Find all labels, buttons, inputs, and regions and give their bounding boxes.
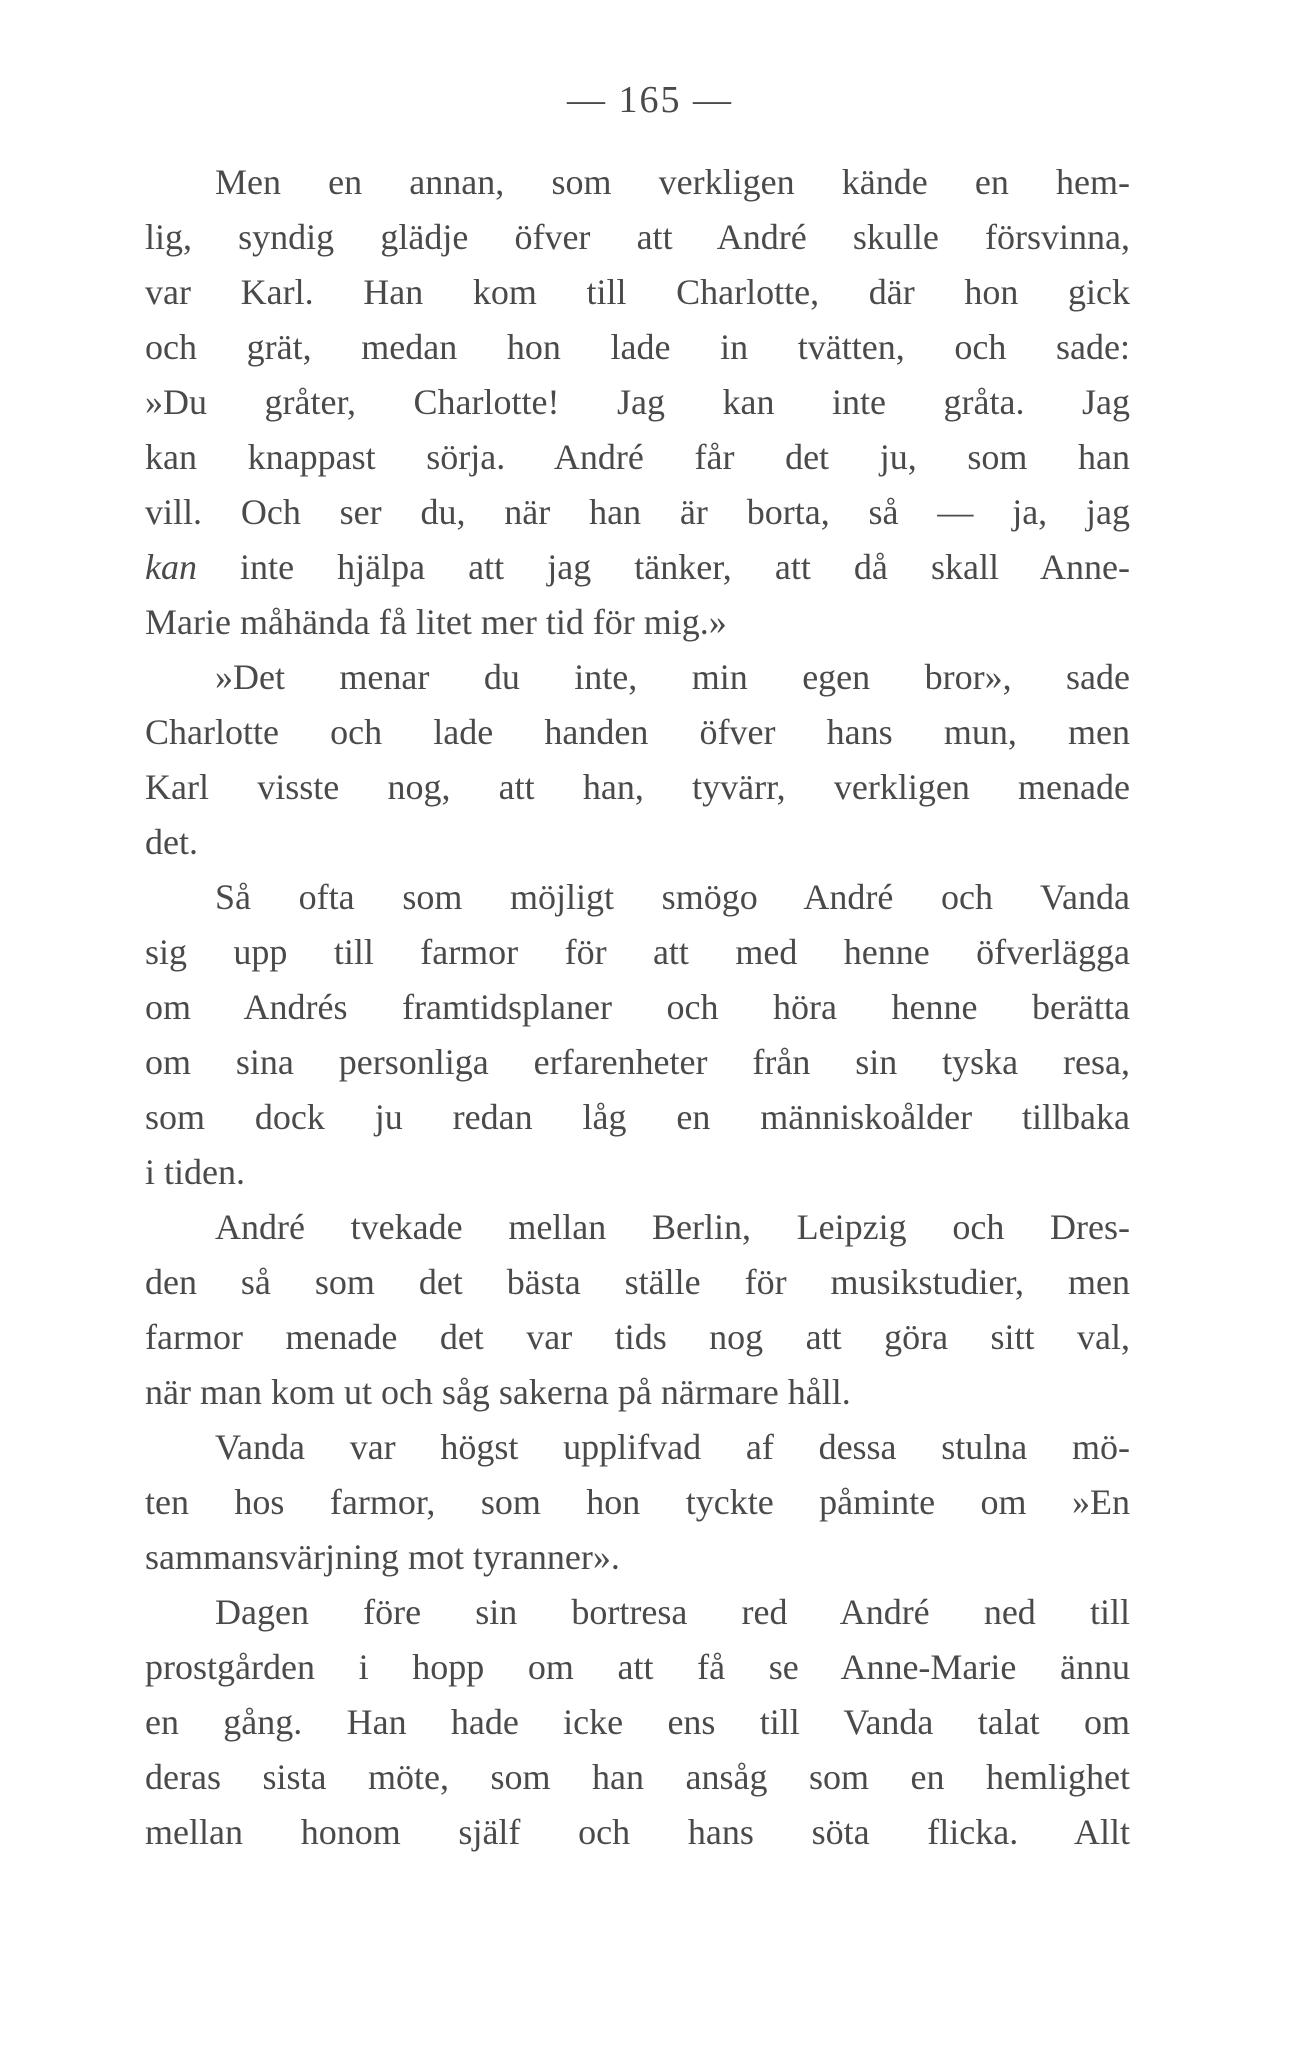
page-number: — 165 — bbox=[567, 79, 733, 121]
text-line: och grät, medan hon lade in tvätten, och sade: bbox=[145, 327, 1130, 367]
text-line: Karl visste nog, att han, tyvärr, verkligen menade bbox=[145, 767, 1130, 807]
body-text bbox=[145, 155, 1130, 1860]
text-line: Så ofta som möjligt smögo André och Vanda bbox=[215, 877, 1130, 917]
text-line: sammansvärjning mot tyranner». bbox=[145, 1537, 620, 1577]
text-line: Marie måhända få litet mer tid för mig.» bbox=[145, 602, 727, 642]
text-line: som dock ju redan låg en människoålder tillbaka bbox=[145, 1097, 1130, 1137]
paragraph-3 bbox=[145, 870, 1130, 1200]
text-line: farmor menade det var tids nog att göra sitt val, bbox=[145, 1317, 1130, 1357]
emphasized-word: kan bbox=[145, 547, 197, 587]
text-line: den så som det bästa ställe för musikstudier, men bbox=[145, 1262, 1130, 1302]
text-line: en gång. Han hade icke ens till Vanda talat om bbox=[145, 1702, 1130, 1742]
text-line: sig upp till farmor för att med henne öfverlägga bbox=[145, 932, 1130, 972]
text-line: »Det menar du inte, min egen bror», sade bbox=[215, 657, 1130, 697]
text-line-italic-kan: kan inte hjälpa att jag tänker, att då skall Anne- bbox=[145, 547, 1130, 587]
text-line: lig, syndig glädje öfver att André skulle försvinna, bbox=[145, 217, 1130, 257]
text-line: när man kom ut och såg sakerna på närmare håll. bbox=[145, 1372, 851, 1412]
text-line: Men en annan, som verkligen kände en hem- bbox=[215, 162, 1130, 202]
text-line: Vanda var högst upplifvad af dessa stulna mö- bbox=[215, 1427, 1130, 1467]
text-line: Dagen före sin bortresa red André ned till bbox=[215, 1592, 1130, 1632]
text-line: det. bbox=[145, 822, 198, 862]
text-line: vill. Och ser du, när han är borta, så — ja, jag bbox=[145, 492, 1130, 532]
text-line: André tvekade mellan Berlin, Leipzig och Dres- bbox=[215, 1207, 1130, 1247]
paragraph-1 bbox=[145, 155, 1130, 650]
paragraph-4 bbox=[145, 1200, 1130, 1420]
text-line: om sina personliga erfarenheter från sin tyska resa, bbox=[145, 1042, 1130, 1082]
text-line: ten hos farmor, som hon tyckte påminte om »En bbox=[145, 1482, 1130, 1522]
text-line: Charlotte och lade handen öfver hans mun, men bbox=[145, 712, 1130, 752]
text-line: deras sista möte, som han ansåg som en hemlighet bbox=[145, 1757, 1130, 1797]
paragraph-6 bbox=[145, 1585, 1130, 1860]
paragraph-5 bbox=[145, 1420, 1130, 1585]
text-line: kan knappast sörja. André får det ju, som han bbox=[145, 437, 1130, 477]
text-line: »Du gråter, Charlotte! Jag kan inte gråta. Jag bbox=[145, 382, 1130, 422]
paragraph-2 bbox=[145, 650, 1130, 870]
text-line: var Karl. Han kom till Charlotte, där hon gick bbox=[145, 272, 1130, 312]
text-line: om Andrés framtidsplaner och höra henne berätta bbox=[145, 987, 1130, 1027]
text-line: prostgården i hopp om att få se Anne-Marie ännu bbox=[145, 1647, 1130, 1687]
text-line: i tiden. bbox=[145, 1152, 245, 1192]
text-line: mellan honom själf och hans söta flicka. Allt bbox=[145, 1812, 1130, 1852]
